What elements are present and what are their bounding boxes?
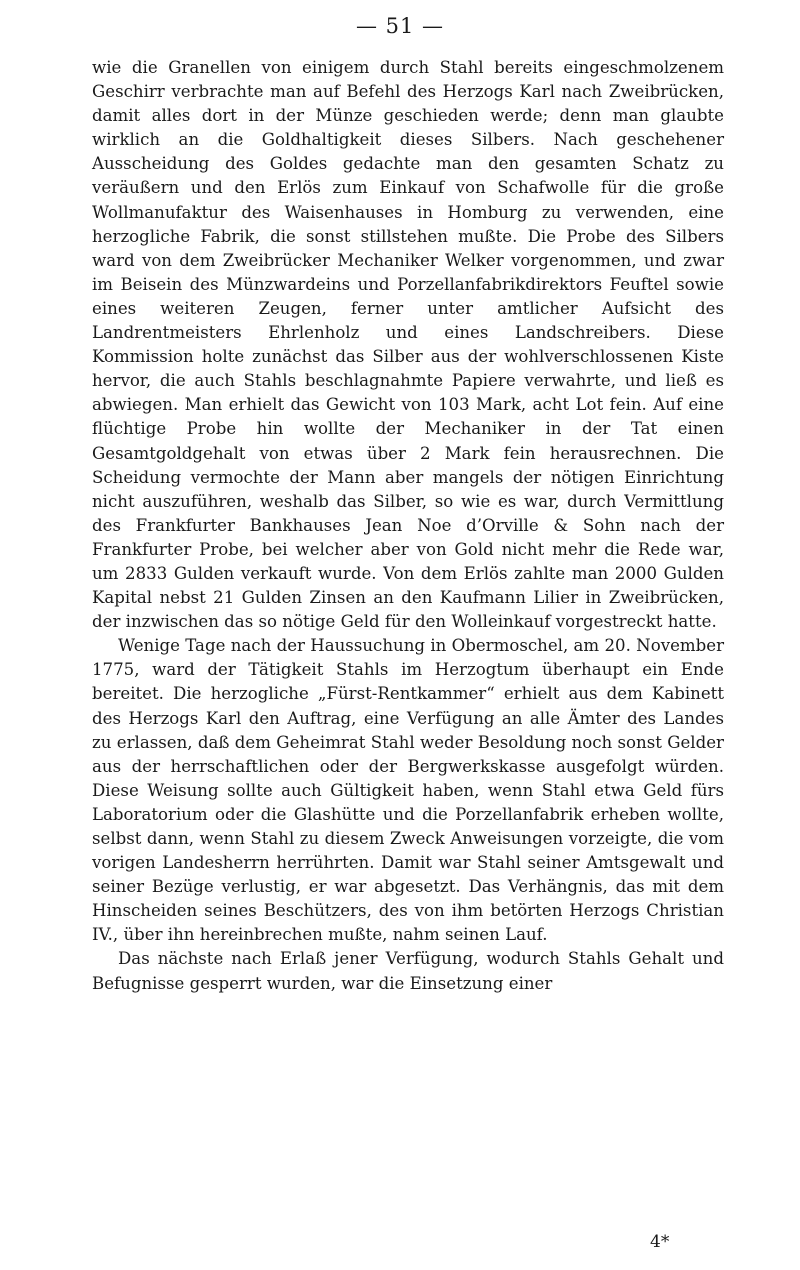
paragraph-1: wie die Granellen von einigem durch Stahl bereits eingeschmolzenem Geschirr verbrachte man auf Befehl des Herzogs Karl nach Zweibrücken, damit alles dort in der Münze geschieden werde; denn man glaubte wirklich an die Goldhaltigkeit dieses Silbers. Nach geschehener Ausscheidung des Goldes gedachte man den gesamten Schatz zu veräußern und den Erlös zum Einkauf von Schafwolle für die große Wollmanufaktur des Waisenhauses in Homburg zu verwenden, eine herzogliche Fabrik, die sonst stillstehen mußte. Die Probe des Silbers ward von dem Zweibrücker Mechaniker Welker vorgenommen, und zwar im Beisein des Münzwardeins und Porzellanfabrikdirektors Feuftel sowie eines weiteren Zeugen, ferner unter amtlicher Aufsicht des Landrentmeisters Ehrlenholz und eines Landschreibers. Diese Kommission holte zunächst das Silber aus der wohlverschlossenen Kiste hervor, die auch Stahls beschlagnahmte Papiere verwahrte, und ließ es abwiegen. Man erhielt das Gewicht von 103 Mark, acht Lot fein. Auf eine flüchtige Probe hin wollte der Mechaniker in der Tat einen Gesamtgoldgehalt von etwas über 2 Mark fein herausrechnen. Die Scheidung vermochte der Mann aber mangels der nötigen Einrichtung nicht auszuführen, weshalb das Silber, so wie es war, durch Vermittlung des Frankfurter Bankhauses Jean Noe d’Orville & Sohn nach der Frankfurter Probe, bei welcher aber von Gold nicht mehr die Rede war, um 2833 Gulden verkauft wurde. Von dem Erlös zahlte man 2000 Gulden Kapital nebst 21 Gulden Zinsen an den Kaufmann Lilier in Zweibrücken, der inzwischen das so nötige Geld für den Wolleinkauf vorgestreckt hatte. — [92, 58, 724, 632]
paragraph-3: Das nächste nach Erlaß jener Verfügung, wodurch Stahls Gehalt und Befugnisse gesperrt wurden, war die Einsetzung einer — [92, 949, 724, 993]
page-number: — 51 — — [355, 14, 445, 38]
body-text — [92, 56, 724, 996]
paragraph-2: Wenige Tage nach der Haussuchung in Obermoschel, am 20. November 1775, ward der Tätigkeit Stahls im Herzogtum überhaupt ein Ende bereitet. Die herzogliche „Fürst-Rentkammer“ erhielt aus dem Kabinett des Herzogs Karl den Auftrag, eine Verfügung an alle Ämter des Landes zu erlassen, daß dem Geheimrat Stahl weder Besoldung noch sonst Gelder aus der herrschaftlichen oder der Bergwerkskasse ausgefolgt würden. Diese Weisung sollte auch Gültigkeit haben, wenn Stahl etwa Geld fürs Laboratorium oder die Glashütte und die Porzellanfabrik erheben wollte, selbst dann, wenn Stahl zu diesem Zweck Anweisungen vorzeigte, die vom vorigen Landesherrn herrührten. Damit war Stahl seiner Amtsgewalt und seiner Bezüge verlustig, er war abgesetzt. Das Verhängnis, das mit dem Hinscheiden seines Beschützers, des von ihm betörten Herzogs Christian IV., über ihn hereinbrechen mußte, nahm seinen Lauf. — [92, 636, 724, 945]
signature-mark: 4* — [650, 1232, 670, 1252]
